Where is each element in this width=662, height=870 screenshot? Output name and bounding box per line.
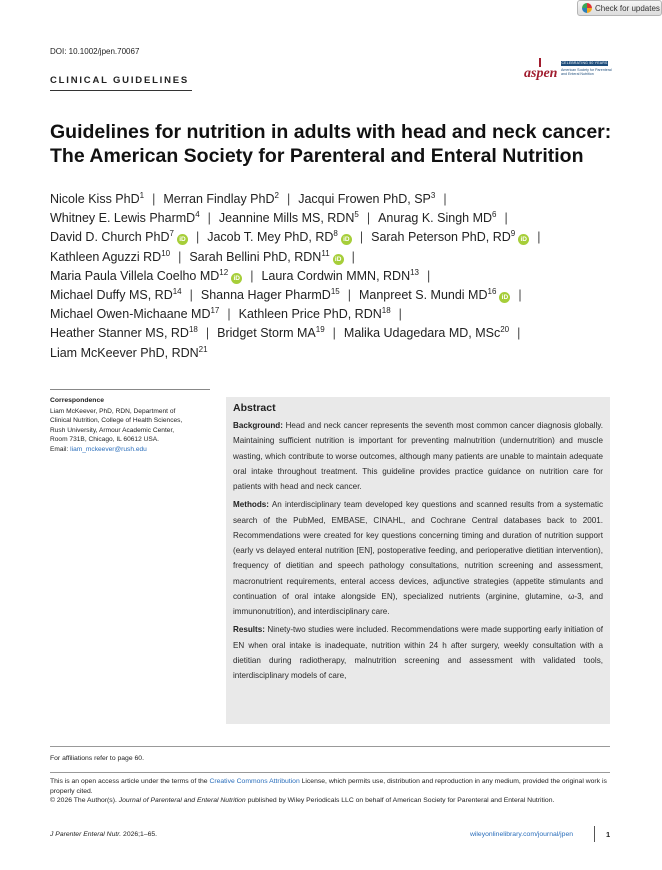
section-rule bbox=[50, 90, 192, 91]
author-name[interactable] bbox=[217, 326, 325, 340]
author-name-text: Nicole Kiss PhD bbox=[50, 192, 140, 206]
author-separator: | bbox=[205, 326, 210, 341]
copyright-after: published by Wiley Periodicals LLC on behalf of American Society for Parenteral and Enteral Nutrition. bbox=[245, 797, 555, 805]
author-name[interactable] bbox=[239, 307, 391, 321]
page-number: 1 bbox=[606, 830, 611, 839]
author-name[interactable] bbox=[207, 230, 352, 244]
affiliation-superscript: 16 bbox=[487, 286, 497, 296]
correspondence-email-line bbox=[50, 445, 210, 455]
author-name[interactable] bbox=[344, 326, 509, 340]
author-name[interactable] bbox=[50, 346, 208, 360]
license-after: License, which permits use, distribution and reproduction in any medium, provided the original work is properly cited. bbox=[50, 778, 607, 795]
author-name-text: Malika Udagedara MD, MSc bbox=[343, 326, 501, 341]
abstract-background bbox=[233, 418, 603, 494]
author-line bbox=[50, 248, 650, 267]
author-name[interactable] bbox=[298, 192, 435, 206]
author-name-text: Merran Findlay PhD bbox=[163, 192, 275, 206]
affiliation-superscript: 20 bbox=[500, 325, 510, 335]
journal-citation bbox=[50, 831, 157, 838]
footnote-rule bbox=[50, 746, 610, 747]
abstract-text: Ninety-two studies were included. Recommendations were made supporting early initiation of EN when oral intake is inadequate, nutrition within 24 h after surgery, weekly consultation with a dietitian during radiotherapy, malnutrition screening and assessment with validated tools, interdisciplinary models of care, bbox=[233, 625, 603, 680]
check-for-updates-button[interactable] bbox=[577, 0, 662, 16]
author-line bbox=[50, 209, 650, 228]
author-name[interactable] bbox=[219, 211, 359, 225]
affiliation-superscript: 17 bbox=[210, 306, 220, 316]
affiliation-superscript: 14 bbox=[172, 286, 182, 296]
author-separator: | bbox=[398, 307, 402, 322]
abstract-results bbox=[233, 622, 603, 683]
author-name-text: Maria Paula Villela Coelho MD bbox=[50, 268, 220, 283]
author-line bbox=[50, 305, 650, 324]
affiliation-superscript: 10 bbox=[161, 248, 171, 258]
affiliation-superscript: 21 bbox=[198, 344, 208, 354]
correspondence-line: Liam McKeever, PhD, RDN, Department of bbox=[50, 407, 176, 415]
license-before: This is an open access article under the terms of the bbox=[50, 778, 210, 785]
author-name-text: Liam McKeever PhD, RDN bbox=[50, 345, 199, 360]
section-label: CLINICAL GUIDELINES bbox=[50, 75, 190, 86]
author-name-text: Kathleen Aguzzi RD bbox=[50, 249, 162, 264]
logo-subtitle: American Society for Parenteral and Enteral Nutrition bbox=[561, 68, 612, 77]
author-separator: | bbox=[250, 268, 254, 283]
author-separator: | bbox=[359, 230, 364, 245]
orcid-icon[interactable]: iD bbox=[341, 234, 352, 245]
cc-license-link[interactable]: Creative Commons Attribution bbox=[209, 778, 300, 785]
affiliation-superscript: 13 bbox=[410, 267, 420, 277]
journal-abbrev: J Parenter Enteral Nutr. bbox=[50, 831, 122, 838]
author-separator: | bbox=[504, 211, 508, 226]
author-name-text: Michael Owen-Michaane MD bbox=[50, 307, 211, 322]
aspen-logo bbox=[524, 58, 614, 86]
correspondence bbox=[50, 396, 210, 455]
affiliation-superscript: 9 bbox=[510, 229, 516, 239]
author-separator: | bbox=[351, 249, 355, 264]
author-name[interactable] bbox=[50, 211, 200, 225]
logo-badge: CELEBRATING 50 YEARS bbox=[561, 61, 608, 65]
author-separator: | bbox=[189, 287, 193, 302]
affiliations-note: For affiliations refer to page 60. bbox=[50, 755, 144, 762]
abstract-label: Methods: bbox=[233, 500, 269, 510]
abstract-text: Head and neck cancer represents the seventh most common cancer diagnosis globally. Maintaining sufficient nutrition is important for preventing malnutrition (undernutrition) and muscle wasting, which contribute to worse outcomes, although many patients are unable to maintain adequate oral intake throughout treatment. This guideline provides practice guidance on nutrition care for patients with head and neck cancer. bbox=[233, 421, 603, 491]
affiliation-superscript: 18 bbox=[381, 306, 391, 316]
author-name[interactable] bbox=[371, 230, 529, 244]
author-separator: | bbox=[347, 287, 351, 302]
affiliation-superscript: 8 bbox=[333, 229, 338, 239]
affiliation-superscript: 2 bbox=[274, 191, 279, 200]
author-line bbox=[50, 324, 650, 343]
orcid-icon[interactable]: iD bbox=[499, 292, 510, 303]
author-separator: | bbox=[517, 326, 521, 341]
license-notice bbox=[50, 777, 615, 806]
citation-details: 2026;1–65. bbox=[121, 831, 158, 838]
author-name-text: Bridget Storm MA bbox=[217, 326, 316, 341]
orcid-icon[interactable]: iD bbox=[231, 273, 242, 284]
author-name-text: Jacob T. Mey PhD, RD bbox=[207, 230, 334, 245]
affiliation-superscript: 12 bbox=[219, 267, 229, 277]
abstract-label: Background: bbox=[233, 421, 283, 430]
author-line bbox=[50, 228, 650, 247]
author-list bbox=[50, 190, 650, 363]
check-for-updates-label: Check for updates bbox=[595, 3, 660, 13]
author-name-text: Jeannine Mills MS, RDN bbox=[218, 211, 355, 226]
author-name-text: Heather Stanner MS, RD bbox=[50, 326, 189, 341]
author-name-text: Jacqui Frowen PhD, SP bbox=[298, 192, 431, 206]
correspondence-rule bbox=[50, 389, 210, 390]
author-name[interactable] bbox=[359, 288, 510, 302]
author-line bbox=[50, 344, 650, 363]
affiliation-superscript: 6 bbox=[492, 210, 497, 220]
author-name-text: Kathleen Price PhD, RDN bbox=[238, 307, 382, 322]
orcid-icon[interactable]: iD bbox=[518, 234, 529, 245]
author-separator: | bbox=[427, 268, 431, 283]
author-name-text: David D. Church PhD bbox=[50, 230, 170, 245]
correspondence-line: Rush University, Armour Academic Center, bbox=[50, 426, 175, 434]
correspondence-line: Room 731B, Chicago, IL 60612 USA. bbox=[50, 436, 159, 444]
author-name[interactable] bbox=[50, 307, 219, 321]
author-line bbox=[50, 267, 650, 286]
email-link[interactable]: liam_mckeever@rush.edu bbox=[70, 445, 147, 453]
author-name-text: Laura Cordwin MMN, RDN bbox=[261, 268, 411, 283]
author-name[interactable] bbox=[201, 288, 340, 302]
author-name-text: Michael Duffy MS, RD bbox=[50, 287, 173, 302]
license-text bbox=[50, 777, 615, 796]
affiliation-superscript: 19 bbox=[315, 325, 325, 335]
author-separator: | bbox=[152, 192, 156, 206]
affiliation-superscript: 15 bbox=[330, 286, 340, 296]
author-separator: | bbox=[207, 211, 211, 226]
author-name-text: Whitney E. Lewis PharmD bbox=[50, 211, 196, 226]
author-name-text: Sarah Peterson PhD, RD bbox=[371, 230, 511, 245]
copyright-before: © 2026 The Author(s). bbox=[50, 797, 119, 805]
affiliation-superscript: 4 bbox=[195, 210, 200, 220]
journal-website-link[interactable]: wileyonlinelibrary.com/journal/jpen bbox=[470, 831, 574, 838]
affiliation-superscript: 1 bbox=[139, 191, 145, 200]
affiliation-superscript: 18 bbox=[188, 325, 198, 335]
affiliation-superscript: 5 bbox=[354, 210, 359, 220]
affiliation-superscript: 3 bbox=[430, 191, 436, 200]
copyright-text bbox=[50, 796, 615, 806]
abstract-methods bbox=[233, 497, 603, 619]
author-name[interactable] bbox=[50, 192, 144, 206]
correspondence-line: Clinical Nutrition, College of Health Sciences, bbox=[50, 417, 183, 425]
author-name[interactable] bbox=[378, 211, 496, 225]
article-title: Guidelines for nutrition in adults with head and neck cancer: The American Society for Parenteral and Enteral Nutrition bbox=[50, 121, 612, 167]
author-name-text: Shanna Hager PharmD bbox=[200, 287, 331, 302]
affiliation-superscript: 11 bbox=[321, 248, 330, 258]
license-rule bbox=[50, 772, 610, 773]
journal-name: Journal of Parenteral and Enteral Nutrition bbox=[118, 797, 246, 805]
abstract-heading: Abstract bbox=[233, 402, 276, 414]
logo-wordmark: aspen bbox=[524, 66, 558, 81]
author-name[interactable] bbox=[189, 250, 343, 264]
author-name[interactable] bbox=[163, 192, 279, 206]
author-line bbox=[50, 190, 650, 209]
abstract-box bbox=[226, 397, 610, 724]
crossmark-icon bbox=[582, 3, 592, 13]
author-name[interactable] bbox=[261, 269, 419, 283]
orcid-icon[interactable]: iD bbox=[177, 234, 188, 245]
author-separator: | bbox=[518, 287, 522, 302]
orcid-icon[interactable]: iD bbox=[333, 254, 344, 265]
author-name-text: Manpreet S. Mundi MD bbox=[358, 287, 488, 302]
abstract-text: An interdisciplinary team developed key questions and scanned results from a systematic search of the PubMed, EMBASE, CINAHL, and Cochrane Central databases back to 2001. Recommendations were created for key questions concerning timing and duration of nutrition support (early vs delayed enteral nutrition [EN], postoperative feeding, and perioperative dietitian intervention), frequency of dietitian and speech pathology consultations, nutrition screening and assessment, macronutrient requirements, enteral access devices, adjunctive strategies (appetite stimulants and continuation of oral intake alongside EN), specialized nutrients (arginine, glutamine, ω-3, and immunonutrition), and interdisciplinary care. bbox=[233, 500, 603, 616]
author-name[interactable] bbox=[50, 250, 170, 264]
author-name[interactable] bbox=[50, 326, 198, 340]
author-separator: | bbox=[443, 192, 447, 206]
author-name-text: Sarah Bellini PhD, RDN bbox=[189, 249, 322, 264]
email-label: Email: bbox=[50, 445, 71, 453]
author-name[interactable] bbox=[50, 269, 242, 283]
author-line bbox=[50, 286, 650, 305]
author-separator: | bbox=[537, 230, 541, 245]
author-separator: | bbox=[227, 307, 231, 322]
author-separator: | bbox=[366, 211, 371, 226]
author-name[interactable] bbox=[50, 288, 182, 302]
correspondence-heading: Correspondence bbox=[50, 397, 105, 404]
author-separator: | bbox=[286, 192, 291, 206]
author-name[interactable] bbox=[50, 230, 188, 244]
author-separator: | bbox=[195, 230, 200, 245]
author-separator: | bbox=[178, 249, 182, 264]
doi: DOI: 10.1002/jpen.70067 bbox=[50, 47, 140, 56]
abstract-label: Results: bbox=[233, 625, 265, 635]
author-separator: | bbox=[332, 326, 336, 341]
author-name-text: Anurag K. Singh MD bbox=[378, 211, 493, 226]
page-rule bbox=[594, 826, 595, 842]
affiliation-superscript: 7 bbox=[169, 229, 174, 239]
